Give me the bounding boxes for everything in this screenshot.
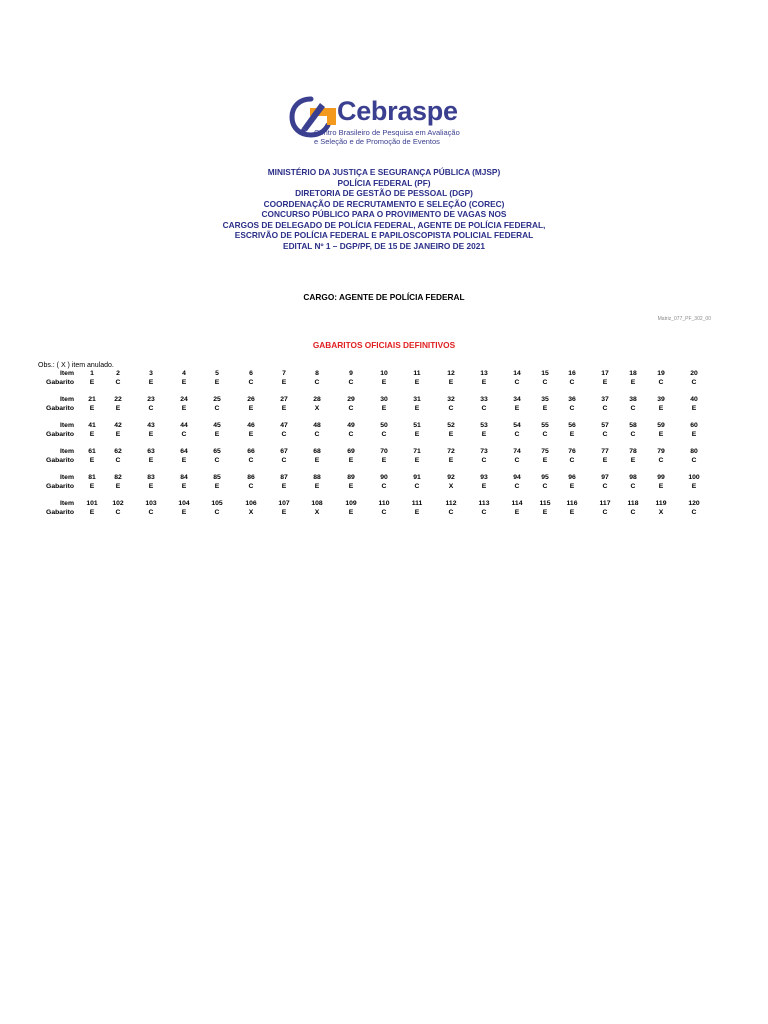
item-number: 31 xyxy=(413,396,421,403)
answer-value: E xyxy=(448,457,454,464)
item-number: 93 xyxy=(480,474,488,481)
item-number: 111 xyxy=(411,500,423,507)
logo-subtitle xyxy=(314,129,460,146)
item-number: 74 xyxy=(513,448,521,455)
answer-value: C xyxy=(602,405,608,412)
gabarito-row-label: Gabarito xyxy=(46,405,74,412)
item-number: 103 xyxy=(145,500,157,507)
item-number: 66 xyxy=(247,448,255,455)
gabarito-title: GABARITOS OFICIAIS DEFINITIVOS xyxy=(312,340,456,350)
item-number: 4 xyxy=(182,370,186,377)
item-row-label: Item xyxy=(60,422,74,429)
answer-value: C xyxy=(348,379,354,386)
item-number: 14 xyxy=(513,370,521,377)
item-number: 10 xyxy=(380,370,388,377)
answer-value: E xyxy=(89,379,95,386)
item-number: 92 xyxy=(447,474,455,481)
annulled-note: Obs.: ( X ) item anulado. xyxy=(38,362,114,369)
answer-value: C xyxy=(248,379,254,386)
item-number: 77 xyxy=(601,448,609,455)
item-number: 110 xyxy=(378,500,390,507)
item-number: 102 xyxy=(112,500,124,507)
answer-value: E xyxy=(514,405,520,412)
answer-value: E xyxy=(542,509,548,516)
item-number: 23 xyxy=(147,396,155,403)
answer-value: E xyxy=(602,379,608,386)
answer-value: E xyxy=(658,431,664,438)
answer-value: E xyxy=(214,483,220,490)
answer-value: C xyxy=(691,509,697,516)
item-number: 113 xyxy=(478,500,490,507)
item-number: 71 xyxy=(413,448,421,455)
item-number: 29 xyxy=(347,396,355,403)
item-number: 104 xyxy=(178,500,190,507)
answer-value: X xyxy=(314,509,320,516)
answer-value: C xyxy=(314,379,320,386)
answer-value: C xyxy=(658,457,664,464)
item-number: 80 xyxy=(690,448,698,455)
answer-value: E xyxy=(248,431,254,438)
gabarito-row-label: Gabarito xyxy=(46,457,74,464)
header-line: ESCRIVÃO DE POLÍCIA FEDERAL E PAPILOSCOPISTA POLICIAL FEDERAL xyxy=(234,230,534,240)
item-number: 16 xyxy=(568,370,576,377)
item-number: 7 xyxy=(282,370,286,377)
item-number: 36 xyxy=(568,396,576,403)
answer-value: E xyxy=(691,483,697,490)
answer-value: C xyxy=(248,457,254,464)
item-number: 35 xyxy=(541,396,549,403)
answer-value: E xyxy=(281,509,287,516)
answer-value: E xyxy=(514,509,520,516)
item-row-label: Item xyxy=(60,500,74,507)
item-number: 24 xyxy=(180,396,188,403)
answer-value: E xyxy=(181,405,187,412)
answer-value: E xyxy=(281,379,287,386)
item-number: 84 xyxy=(180,474,188,481)
answer-value: C xyxy=(248,483,254,490)
answer-value: E xyxy=(89,405,95,412)
item-row-label: Item xyxy=(60,370,74,377)
answer-value: E xyxy=(658,483,664,490)
item-number: 1 xyxy=(90,370,94,377)
answer-value: E xyxy=(414,379,420,386)
item-number: 79 xyxy=(657,448,665,455)
answer-value: C xyxy=(448,509,454,516)
answer-value: E xyxy=(602,457,608,464)
answer-value: X xyxy=(658,509,664,516)
answer-value: E xyxy=(115,405,121,412)
answer-value: C xyxy=(281,457,287,464)
answer-value: E xyxy=(89,457,95,464)
item-number: 94 xyxy=(513,474,521,481)
answer-value: C xyxy=(630,405,636,412)
item-number: 62 xyxy=(114,448,122,455)
item-row-label: Item xyxy=(60,448,74,455)
answer-value: E xyxy=(630,379,636,386)
answer-value: E xyxy=(381,379,387,386)
item-number: 20 xyxy=(690,370,698,377)
item-number: 26 xyxy=(247,396,255,403)
item-number: 65 xyxy=(213,448,221,455)
answer-block xyxy=(0,370,768,388)
item-number: 67 xyxy=(280,448,288,455)
answer-value: E xyxy=(630,457,636,464)
item-number: 49 xyxy=(347,422,355,429)
answer-value: E xyxy=(115,483,121,490)
answer-value: C xyxy=(691,457,697,464)
answer-block xyxy=(0,474,768,492)
item-number: 52 xyxy=(447,422,455,429)
answer-value: E xyxy=(89,509,95,516)
document-header xyxy=(0,167,768,251)
answer-value: C xyxy=(281,431,287,438)
item-number: 83 xyxy=(147,474,155,481)
item-number: 15 xyxy=(541,370,549,377)
answer-value: C xyxy=(214,405,220,412)
answer-value: E xyxy=(691,405,697,412)
item-number: 56 xyxy=(568,422,576,429)
answer-value: E xyxy=(181,483,187,490)
answer-value: E xyxy=(414,405,420,412)
answer-value: C xyxy=(448,405,454,412)
answer-value: C xyxy=(514,457,520,464)
answer-value: C xyxy=(630,509,636,516)
item-number: 32 xyxy=(447,396,455,403)
answer-value: E xyxy=(381,457,387,464)
answer-value: C xyxy=(514,379,520,386)
answer-value: E xyxy=(89,431,95,438)
item-number: 118 xyxy=(627,500,639,507)
answer-block xyxy=(0,500,768,518)
answer-value: E xyxy=(348,457,354,464)
item-number: 96 xyxy=(568,474,576,481)
item-number: 34 xyxy=(513,396,521,403)
answer-value: C xyxy=(214,509,220,516)
answer-value: C xyxy=(569,379,575,386)
item-number: 116 xyxy=(566,500,578,507)
answer-value: E xyxy=(281,405,287,412)
item-number: 90 xyxy=(380,474,388,481)
answer-value: C xyxy=(148,509,154,516)
item-number: 30 xyxy=(380,396,388,403)
answer-value: C xyxy=(348,405,354,412)
answer-value: C xyxy=(569,457,575,464)
item-number: 91 xyxy=(413,474,421,481)
header-line: DIRETORIA DE GESTÃO DE PESSOAL (DGP) xyxy=(295,188,473,198)
item-number: 73 xyxy=(480,448,488,455)
item-number: 87 xyxy=(280,474,288,481)
answer-value: X xyxy=(248,509,254,516)
item-number: 54 xyxy=(513,422,521,429)
answer-value: E xyxy=(414,509,420,516)
item-number: 45 xyxy=(213,422,221,429)
answer-block xyxy=(0,396,768,414)
item-number: 37 xyxy=(601,396,609,403)
item-number: 8 xyxy=(315,370,319,377)
answer-value: E xyxy=(481,379,487,386)
item-number: 86 xyxy=(247,474,255,481)
item-number: 58 xyxy=(629,422,637,429)
answer-value: E xyxy=(248,405,254,412)
answer-value: C xyxy=(514,483,520,490)
answer-value: E xyxy=(348,483,354,490)
gabarito-row-label: Gabarito xyxy=(46,379,74,386)
answer-value: E xyxy=(148,431,154,438)
answer-value: C xyxy=(481,405,487,412)
item-number: 25 xyxy=(213,396,221,403)
answer-value: E xyxy=(569,483,575,490)
item-number: 78 xyxy=(629,448,637,455)
item-number: 13 xyxy=(480,370,488,377)
answer-value: C xyxy=(542,431,548,438)
answer-value: E xyxy=(314,483,320,490)
answer-value: X xyxy=(448,483,454,490)
gabarito-row-label: Gabarito xyxy=(46,431,74,438)
answer-value: E xyxy=(181,509,187,516)
answer-value: E xyxy=(569,509,575,516)
item-number: 33 xyxy=(480,396,488,403)
item-number: 61 xyxy=(88,448,96,455)
item-number: 57 xyxy=(601,422,609,429)
answer-value: C xyxy=(115,509,121,516)
item-number: 76 xyxy=(568,448,576,455)
item-number: 43 xyxy=(147,422,155,429)
item-number: 38 xyxy=(629,396,637,403)
answer-value: C xyxy=(214,457,220,464)
item-number: 11 xyxy=(413,370,421,377)
item-number: 9 xyxy=(349,370,353,377)
answer-value: E xyxy=(214,431,220,438)
item-number: 55 xyxy=(541,422,549,429)
answer-value: E xyxy=(414,457,420,464)
item-number: 59 xyxy=(657,422,665,429)
answer-value: E xyxy=(181,379,187,386)
item-number: 100 xyxy=(688,474,700,481)
item-number: 99 xyxy=(657,474,665,481)
item-number: 107 xyxy=(278,500,290,507)
item-row-label: Item xyxy=(60,396,74,403)
answer-value: C xyxy=(602,431,608,438)
answer-value: C xyxy=(569,405,575,412)
answer-value: E xyxy=(481,431,487,438)
answer-value: E xyxy=(448,379,454,386)
item-number: 82 xyxy=(114,474,122,481)
item-number: 5 xyxy=(215,370,219,377)
item-number: 19 xyxy=(657,370,665,377)
item-number: 117 xyxy=(599,500,611,507)
item-number: 60 xyxy=(690,422,698,429)
answer-value: E xyxy=(314,457,320,464)
answer-value: C xyxy=(481,509,487,516)
answer-value: C xyxy=(542,379,548,386)
header-line: POLÍCIA FEDERAL (PF) xyxy=(337,177,431,188)
answer-block xyxy=(0,448,768,466)
item-number: 63 xyxy=(147,448,155,455)
answer-value: E xyxy=(148,379,154,386)
answer-value: E xyxy=(658,405,664,412)
answer-value: C xyxy=(691,379,697,386)
item-number: 97 xyxy=(601,474,609,481)
answer-value: E xyxy=(181,457,187,464)
answer-value: E xyxy=(542,405,548,412)
answer-value: E xyxy=(148,457,154,464)
answer-value: E xyxy=(115,431,121,438)
item-number: 51 xyxy=(413,422,421,429)
item-number: 89 xyxy=(347,474,355,481)
item-number: 6 xyxy=(249,370,253,377)
answer-value: C xyxy=(148,405,154,412)
answer-value: E xyxy=(414,431,420,438)
item-number: 108 xyxy=(311,500,323,507)
answer-value: E xyxy=(542,457,548,464)
item-number: 69 xyxy=(347,448,355,455)
answer-value: C xyxy=(630,483,636,490)
item-number: 95 xyxy=(541,474,549,481)
item-number: 105 xyxy=(211,500,223,507)
item-number: 47 xyxy=(280,422,288,429)
item-number: 85 xyxy=(213,474,221,481)
answer-value: C xyxy=(381,509,387,516)
item-number: 39 xyxy=(657,396,665,403)
item-number: 40 xyxy=(690,396,698,403)
logo-subtitle-line-2: e Seleção e de Promoção de Eventos xyxy=(314,136,440,146)
answer-value: C xyxy=(602,509,608,516)
header-line: MINISTÉRIO DA JUSTIÇA E SEGURANÇA PÚBLICA (MJSP) xyxy=(267,167,501,177)
item-number: 75 xyxy=(541,448,549,455)
gabarito-row-label: Gabarito xyxy=(46,483,74,490)
item-number: 64 xyxy=(180,448,188,455)
item-number: 28 xyxy=(313,396,321,403)
answer-value: E xyxy=(148,483,154,490)
answer-value: E xyxy=(691,431,697,438)
header-line: CONCURSO PÚBLICO PARA O PROVIMENTO DE VAGAS NOS xyxy=(261,209,507,219)
answer-value: C xyxy=(481,457,487,464)
answer-value: C xyxy=(381,483,387,490)
item-number: 18 xyxy=(629,370,637,377)
answer-value: C xyxy=(314,431,320,438)
item-number: 68 xyxy=(313,448,321,455)
answer-value: C xyxy=(602,483,608,490)
item-number: 21 xyxy=(88,396,96,403)
answer-value: E xyxy=(348,509,354,516)
document-reference: Matriz_077_PF_302_00 xyxy=(657,316,711,322)
answer-value: C xyxy=(381,431,387,438)
answer-value: E xyxy=(569,431,575,438)
answer-value: E xyxy=(281,483,287,490)
item-number: 27 xyxy=(280,396,288,403)
cargo-title: CARGO: AGENTE DE POLÍCIA FEDERAL xyxy=(303,292,465,302)
item-number: 98 xyxy=(629,474,637,481)
item-number: 48 xyxy=(313,422,321,429)
answer-value: C xyxy=(658,379,664,386)
header-line: EDITAL Nº 1 – DGP/PF, DE 15 DE JANEIRO DE 2021 xyxy=(283,240,485,251)
item-number: 101 xyxy=(86,500,98,507)
header-line: CARGOS DE DELEGADO DE POLÍCIA FEDERAL, AGENTE DE POLÍCIA FEDERAL, xyxy=(222,219,546,230)
item-number: 112 xyxy=(445,500,457,507)
item-number: 44 xyxy=(180,422,188,429)
answer-value: E xyxy=(214,379,220,386)
answer-value: C xyxy=(630,431,636,438)
answer-value: C xyxy=(115,379,121,386)
answer-value: E xyxy=(481,483,487,490)
item-number: 42 xyxy=(114,422,122,429)
answer-value: C xyxy=(348,431,354,438)
logo-subtitle-line-1: Centro Brasileiro de Pesquisa em Avaliação xyxy=(314,128,460,137)
item-number: 41 xyxy=(88,422,96,429)
item-number: 46 xyxy=(247,422,255,429)
item-number: 120 xyxy=(688,500,700,507)
answer-value: C xyxy=(514,431,520,438)
answer-value: E xyxy=(381,405,387,412)
item-number: 2 xyxy=(116,370,120,377)
item-number: 115 xyxy=(539,500,551,507)
item-number: 119 xyxy=(655,500,667,507)
item-number: 109 xyxy=(345,500,357,507)
answer-block xyxy=(0,422,768,440)
item-number: 50 xyxy=(380,422,388,429)
answer-value: C xyxy=(414,483,420,490)
item-number: 17 xyxy=(601,370,609,377)
item-number: 22 xyxy=(114,396,122,403)
cebraspe-logo xyxy=(289,94,489,150)
answer-value: C xyxy=(115,457,121,464)
answer-value: E xyxy=(89,483,95,490)
answer-value: C xyxy=(181,431,187,438)
answer-value: C xyxy=(542,483,548,490)
item-number: 88 xyxy=(313,474,321,481)
logo-name: Cebraspe xyxy=(337,96,458,126)
item-number: 3 xyxy=(149,370,153,377)
item-number: 53 xyxy=(480,422,488,429)
answer-value: X xyxy=(314,405,320,412)
item-number: 70 xyxy=(380,448,388,455)
header-line: COORDENAÇÃO DE RECRUTAMENTO E SELEÇÃO (COREC) xyxy=(263,198,505,209)
item-number: 106 xyxy=(245,500,257,507)
item-number: 12 xyxy=(447,370,455,377)
item-number: 114 xyxy=(511,500,523,507)
gabarito-row-label: Gabarito xyxy=(46,509,74,516)
item-number: 81 xyxy=(88,474,96,481)
item-row-label: Item xyxy=(60,474,74,481)
answer-value: E xyxy=(448,431,454,438)
item-number: 72 xyxy=(447,448,455,455)
